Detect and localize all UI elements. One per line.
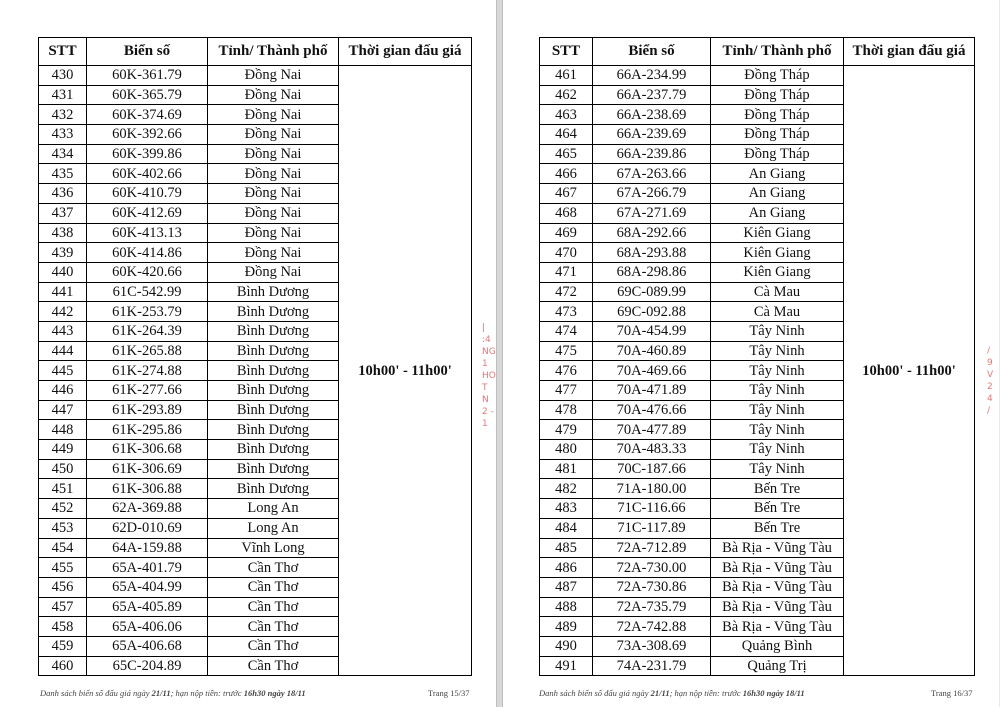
red-stamp-fragment: / 9 V 2 4 / bbox=[987, 346, 994, 416]
cell-province: Cần Thơ bbox=[208, 656, 339, 676]
plate-auction-table bbox=[38, 37, 472, 676]
cell-plate: 61K-295.86 bbox=[87, 420, 208, 440]
cell-plate: 72A-730.86 bbox=[593, 577, 711, 597]
cell-stt: 485 bbox=[540, 538, 593, 558]
document-page-left bbox=[0, 0, 496, 707]
cell-province: Bà Rịa - Vũng Tàu bbox=[711, 538, 844, 558]
table-body bbox=[39, 66, 472, 676]
cell-province: Đồng Nai bbox=[208, 105, 339, 125]
cell-province: Tây Ninh bbox=[711, 420, 844, 440]
cell-province: Bình Dương bbox=[208, 400, 339, 420]
cell-stt: 446 bbox=[39, 381, 87, 401]
cell-province: Bình Dương bbox=[208, 459, 339, 479]
cell-stt: 472 bbox=[540, 282, 593, 302]
cell-province: Đồng Nai bbox=[208, 223, 339, 243]
cell-stt: 490 bbox=[540, 636, 593, 656]
cell-province: Kiên Giang bbox=[711, 223, 844, 243]
cell-province: Long An bbox=[208, 518, 339, 538]
cell-province: Đồng Nai bbox=[208, 203, 339, 223]
red-stamp-fragment: | :4 NG 1 HO T N 2 - 1 bbox=[482, 323, 496, 429]
cell-province: Bà Rịa - Vũng Tàu bbox=[711, 597, 844, 617]
cell-stt: 475 bbox=[540, 341, 593, 361]
cell-province: Bình Dương bbox=[208, 341, 339, 361]
cell-province: Quảng Bình bbox=[711, 636, 844, 656]
cell-province: Đồng Nai bbox=[208, 66, 339, 86]
footer-middle: ; hạn nộp tiền: trước bbox=[669, 688, 743, 698]
cell-plate: 65A-404.99 bbox=[87, 577, 208, 597]
cell-plate: 61K-306.69 bbox=[87, 459, 208, 479]
header-time: Thời gian đấu giá bbox=[844, 38, 975, 66]
cell-stt: 447 bbox=[39, 400, 87, 420]
cell-plate: 70A-483.33 bbox=[593, 440, 711, 460]
cell-plate: 70A-454.99 bbox=[593, 321, 711, 341]
header-time: Thời gian đấu giá bbox=[339, 38, 472, 66]
cell-plate: 67A-266.79 bbox=[593, 184, 711, 204]
cell-stt: 471 bbox=[540, 262, 593, 282]
cell-plate: 69C-092.88 bbox=[593, 302, 711, 322]
cell-plate: 66A-237.79 bbox=[593, 85, 711, 105]
cell-stt: 455 bbox=[39, 558, 87, 578]
cell-province: Cần Thơ bbox=[208, 558, 339, 578]
cell-stt: 465 bbox=[540, 144, 593, 164]
cell-province: Đồng Nai bbox=[208, 85, 339, 105]
cell-stt: 437 bbox=[39, 203, 87, 223]
header-plate: Biển số bbox=[593, 38, 711, 66]
footer-date: 21/11 bbox=[151, 688, 171, 698]
cell-province: Bà Rịa - Vũng Tàu bbox=[711, 617, 844, 637]
cell-stt: 432 bbox=[39, 105, 87, 125]
cell-province: Tây Ninh bbox=[711, 321, 844, 341]
cell-plate: 60K-402.66 bbox=[87, 164, 208, 184]
cell-province: Đồng Nai bbox=[208, 243, 339, 263]
cell-province: Cà Mau bbox=[711, 302, 844, 322]
page-footer-note bbox=[40, 688, 306, 698]
cell-province: Đồng Nai bbox=[208, 184, 339, 204]
cell-plate: 65A-406.06 bbox=[87, 617, 208, 637]
cell-plate: 70A-469.66 bbox=[593, 361, 711, 381]
cell-plate: 71A-180.00 bbox=[593, 479, 711, 499]
footer-deadline: 16h30 ngày 18/11 bbox=[243, 688, 306, 698]
cell-plate: 60K-412.69 bbox=[87, 203, 208, 223]
cell-province: Bà Rịa - Vũng Tàu bbox=[711, 558, 844, 578]
cell-stt: 449 bbox=[39, 440, 87, 460]
cell-stt: 443 bbox=[39, 321, 87, 341]
cell-province: Đồng Tháp bbox=[711, 66, 844, 86]
cell-stt: 435 bbox=[39, 164, 87, 184]
page-footer-note bbox=[539, 688, 805, 698]
cell-province: Đồng Tháp bbox=[711, 125, 844, 145]
cell-province: Bình Dương bbox=[208, 479, 339, 499]
cell-stt: 433 bbox=[39, 125, 87, 145]
cell-province: Kiên Giang bbox=[711, 262, 844, 282]
cell-stt: 438 bbox=[39, 223, 87, 243]
header-province: Tỉnh/ Thành phố bbox=[711, 38, 844, 66]
cell-province: Bến Tre bbox=[711, 499, 844, 519]
cell-province: Cần Thơ bbox=[208, 577, 339, 597]
cell-plate: 61K-306.68 bbox=[87, 440, 208, 460]
cell-plate: 72A-730.00 bbox=[593, 558, 711, 578]
cell-stt: 476 bbox=[540, 361, 593, 381]
cell-plate: 72A-712.89 bbox=[593, 538, 711, 558]
cell-stt: 451 bbox=[39, 479, 87, 499]
table-row bbox=[39, 66, 472, 86]
cell-stt: 478 bbox=[540, 400, 593, 420]
cell-plate: 67A-271.69 bbox=[593, 203, 711, 223]
cell-province: Bà Rịa - Vũng Tàu bbox=[711, 577, 844, 597]
table-header-row bbox=[39, 38, 472, 66]
cell-province: Đồng Nai bbox=[208, 125, 339, 145]
footer-middle: ; hạn nộp tiền: trước bbox=[170, 688, 244, 698]
page-gutter bbox=[496, 0, 503, 707]
footer-date: 21/11 bbox=[650, 688, 670, 698]
cell-auction-time: 10h00' - 11h00' bbox=[844, 66, 975, 676]
cell-stt: 454 bbox=[39, 538, 87, 558]
cell-province: Cần Thơ bbox=[208, 597, 339, 617]
cell-plate: 65A-406.68 bbox=[87, 636, 208, 656]
cell-province: Đồng Tháp bbox=[711, 144, 844, 164]
cell-plate: 60K-399.86 bbox=[87, 144, 208, 164]
cell-plate: 66A-234.99 bbox=[593, 66, 711, 86]
cell-plate: 61C-542.99 bbox=[87, 282, 208, 302]
cell-stt: 482 bbox=[540, 479, 593, 499]
cell-stt: 467 bbox=[540, 184, 593, 204]
cell-stt: 440 bbox=[39, 262, 87, 282]
cell-province: Đồng Nai bbox=[208, 164, 339, 184]
cell-province: Đồng Nai bbox=[208, 262, 339, 282]
cell-plate: 61K-277.66 bbox=[87, 381, 208, 401]
cell-plate: 66A-239.86 bbox=[593, 144, 711, 164]
cell-plate: 60K-420.66 bbox=[87, 262, 208, 282]
cell-province: Đồng Nai bbox=[208, 144, 339, 164]
cell-province: Quảng Trị bbox=[711, 656, 844, 676]
cell-plate: 61K-306.88 bbox=[87, 479, 208, 499]
cell-stt: 450 bbox=[39, 459, 87, 479]
cell-province: Tây Ninh bbox=[711, 459, 844, 479]
cell-stt: 483 bbox=[540, 499, 593, 519]
footer-prefix: Danh sách biển số đấu giá ngày bbox=[539, 688, 651, 698]
cell-plate: 60K-414.86 bbox=[87, 243, 208, 263]
cell-plate: 70A-476.66 bbox=[593, 400, 711, 420]
document-page-right bbox=[503, 0, 999, 707]
cell-plate: 61K-293.89 bbox=[87, 400, 208, 420]
cell-province: Bình Dương bbox=[208, 302, 339, 322]
cell-stt: 442 bbox=[39, 302, 87, 322]
cell-plate: 60K-374.69 bbox=[87, 105, 208, 125]
header-plate: Biển số bbox=[87, 38, 208, 66]
cell-stt: 431 bbox=[39, 85, 87, 105]
cell-plate: 72A-735.79 bbox=[593, 597, 711, 617]
cell-stt: 439 bbox=[39, 243, 87, 263]
cell-plate: 64A-159.88 bbox=[87, 538, 208, 558]
cell-province: Tây Ninh bbox=[711, 341, 844, 361]
cell-province: Vĩnh Long bbox=[208, 538, 339, 558]
cell-stt: 466 bbox=[540, 164, 593, 184]
cell-province: An Giang bbox=[711, 203, 844, 223]
cell-plate: 70A-471.89 bbox=[593, 381, 711, 401]
cell-plate: 61K-253.79 bbox=[87, 302, 208, 322]
cell-stt: 459 bbox=[39, 636, 87, 656]
cell-province: An Giang bbox=[711, 164, 844, 184]
cell-plate: 70A-477.89 bbox=[593, 420, 711, 440]
cell-stt: 486 bbox=[540, 558, 593, 578]
cell-plate: 60K-392.66 bbox=[87, 125, 208, 145]
cell-plate: 65A-401.79 bbox=[87, 558, 208, 578]
cell-plate: 60K-410.79 bbox=[87, 184, 208, 204]
cell-province: Bình Dương bbox=[208, 361, 339, 381]
cell-stt: 430 bbox=[39, 66, 87, 86]
cell-stt: 436 bbox=[39, 184, 87, 204]
cell-stt: 487 bbox=[540, 577, 593, 597]
table-header-row bbox=[540, 38, 975, 66]
cell-province: Long An bbox=[208, 499, 339, 519]
cell-stt: 453 bbox=[39, 518, 87, 538]
cell-province: Cần Thơ bbox=[208, 636, 339, 656]
cell-stt: 484 bbox=[540, 518, 593, 538]
cell-stt: 457 bbox=[39, 597, 87, 617]
table-row bbox=[540, 66, 975, 86]
cell-stt: 477 bbox=[540, 381, 593, 401]
cell-stt: 456 bbox=[39, 577, 87, 597]
plate-auction-table bbox=[539, 37, 975, 676]
cell-plate: 62A-369.88 bbox=[87, 499, 208, 519]
cell-province: Bến Tre bbox=[711, 518, 844, 538]
cell-plate: 71C-116.66 bbox=[593, 499, 711, 519]
cell-plate: 72A-742.88 bbox=[593, 617, 711, 637]
cell-province: Bình Dương bbox=[208, 282, 339, 302]
cell-stt: 462 bbox=[540, 85, 593, 105]
footer-prefix: Danh sách biển số đấu giá ngày bbox=[40, 688, 152, 698]
cell-plate: 60K-361.79 bbox=[87, 66, 208, 86]
cell-stt: 458 bbox=[39, 617, 87, 637]
cell-province: Cà Mau bbox=[711, 282, 844, 302]
cell-plate: 60K-413.13 bbox=[87, 223, 208, 243]
cell-stt: 444 bbox=[39, 341, 87, 361]
cell-province: Tây Ninh bbox=[711, 361, 844, 381]
cell-stt: 469 bbox=[540, 223, 593, 243]
cell-plate: 68A-292.66 bbox=[593, 223, 711, 243]
cell-plate: 73A-308.69 bbox=[593, 636, 711, 656]
cell-plate: 69C-089.99 bbox=[593, 282, 711, 302]
cell-plate: 70A-460.89 bbox=[593, 341, 711, 361]
cell-province: Cần Thơ bbox=[208, 617, 339, 637]
cell-auction-time: 10h00' - 11h00' bbox=[339, 66, 472, 676]
cell-province: Tây Ninh bbox=[711, 400, 844, 420]
cell-stt: 479 bbox=[540, 420, 593, 440]
cell-stt: 470 bbox=[540, 243, 593, 263]
cell-stt: 468 bbox=[540, 203, 593, 223]
cell-stt: 491 bbox=[540, 656, 593, 676]
cell-plate: 61K-264.39 bbox=[87, 321, 208, 341]
footer-deadline: 16h30 ngày 18/11 bbox=[742, 688, 805, 698]
header-stt: STT bbox=[540, 38, 593, 66]
cell-plate: 61K-274.88 bbox=[87, 361, 208, 381]
cell-stt: 461 bbox=[540, 66, 593, 86]
cell-stt: 434 bbox=[39, 144, 87, 164]
cell-plate: 60K-365.79 bbox=[87, 85, 208, 105]
cell-plate: 66A-239.69 bbox=[593, 125, 711, 145]
cell-province: Bình Dương bbox=[208, 381, 339, 401]
cell-province: Bình Dương bbox=[208, 420, 339, 440]
cell-plate: 68A-293.88 bbox=[593, 243, 711, 263]
cell-province: Đồng Tháp bbox=[711, 85, 844, 105]
cell-stt: 474 bbox=[540, 321, 593, 341]
cell-stt: 480 bbox=[540, 440, 593, 460]
cell-stt: 481 bbox=[540, 459, 593, 479]
cell-plate: 68A-298.86 bbox=[593, 262, 711, 282]
cell-stt: 488 bbox=[540, 597, 593, 617]
cell-stt: 464 bbox=[540, 125, 593, 145]
cell-stt: 448 bbox=[39, 420, 87, 440]
cell-plate: 67A-263.66 bbox=[593, 164, 711, 184]
cell-stt: 445 bbox=[39, 361, 87, 381]
cell-plate: 61K-265.88 bbox=[87, 341, 208, 361]
cell-plate: 65C-204.89 bbox=[87, 656, 208, 676]
cell-plate: 74A-231.79 bbox=[593, 656, 711, 676]
cell-plate: 66A-238.69 bbox=[593, 105, 711, 125]
cell-province: Tây Ninh bbox=[711, 381, 844, 401]
cell-province: Tây Ninh bbox=[711, 440, 844, 460]
table-body bbox=[540, 66, 975, 676]
cell-province: Đồng Tháp bbox=[711, 105, 844, 125]
cell-plate: 62D-010.69 bbox=[87, 518, 208, 538]
cell-province: An Giang bbox=[711, 184, 844, 204]
cell-stt: 441 bbox=[39, 282, 87, 302]
cell-province: Bến Tre bbox=[711, 479, 844, 499]
cell-province: Kiên Giang bbox=[711, 243, 844, 263]
cell-plate: 71C-117.89 bbox=[593, 518, 711, 538]
cell-stt: 463 bbox=[540, 105, 593, 125]
page-number: Trang 15/37 bbox=[428, 688, 470, 698]
cell-plate: 70C-187.66 bbox=[593, 459, 711, 479]
cell-stt: 489 bbox=[540, 617, 593, 637]
cell-plate: 65A-405.89 bbox=[87, 597, 208, 617]
page-number: Trang 16/37 bbox=[931, 688, 973, 698]
cell-stt: 452 bbox=[39, 499, 87, 519]
cell-stt: 473 bbox=[540, 302, 593, 322]
cell-province: Bình Dương bbox=[208, 321, 339, 341]
cell-stt: 460 bbox=[39, 656, 87, 676]
header-stt: STT bbox=[39, 38, 87, 66]
cell-province: Bình Dương bbox=[208, 440, 339, 460]
header-province: Tỉnh/ Thành phố bbox=[208, 38, 339, 66]
